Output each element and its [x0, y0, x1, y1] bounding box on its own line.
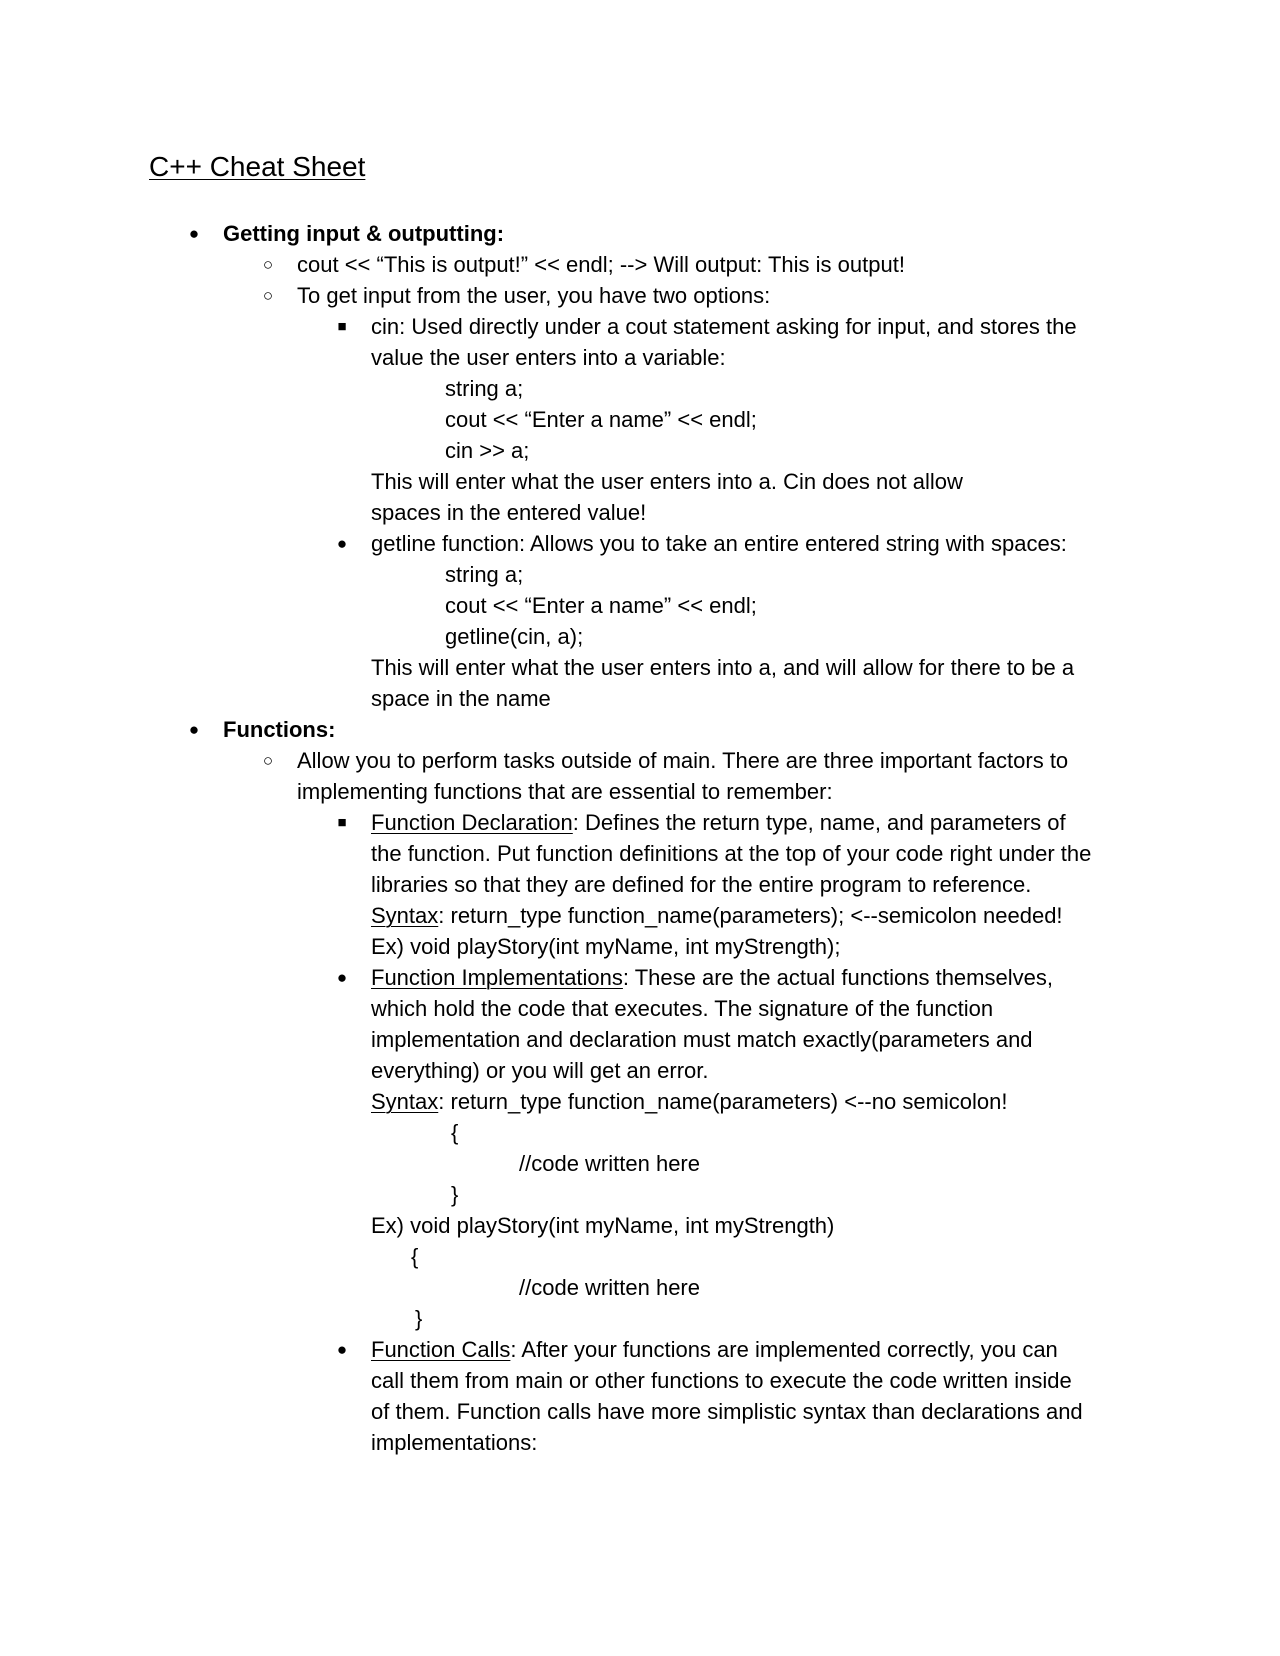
syntax-text: : return_type function_name(parameters) <--no semicolon!	[438, 1089, 1008, 1114]
disc-bullet-icon: ●	[188, 224, 200, 243]
syntax-text: : return_type function_name(parameters); <--semicolon needed!	[438, 903, 1063, 928]
implementation-line: implementation and declaration must match exactly(parameters and	[371, 1027, 1033, 1052]
section-heading-input-output: Getting input & outputting:	[223, 221, 505, 246]
declaration-text: : Defines the return type, name, and parameters of	[572, 810, 1066, 835]
square-bullet-icon: ■	[337, 814, 347, 831]
disc-bullet-icon: ●	[336, 968, 348, 987]
declaration-term: Function Declaration	[371, 810, 573, 835]
functions-intro-line: implementing functions that are essential to remember:	[297, 779, 833, 804]
code-line: getline(cin, a);	[445, 624, 584, 649]
declaration-line: the function. Put function definitions at the top of your code right under the	[371, 841, 1092, 866]
circle-bullet-icon: ○	[262, 286, 274, 305]
getline-note-line: space in the name	[371, 686, 551, 711]
code-comment-line: //code written here	[519, 1151, 700, 1176]
implementation-term: Function Implementations	[371, 965, 623, 990]
declaration-syntax-line	[371, 900, 1063, 931]
disc-bullet-icon: ●	[336, 534, 348, 553]
calls-line: of them. Function calls have more simplistic syntax than declarations and	[371, 1399, 1083, 1424]
page-title: C++ Cheat Sheet	[149, 151, 366, 182]
square-bullet-icon: ■	[337, 318, 347, 335]
implementation-example-line: Ex) void playStory(int myName, int myStrength)	[371, 1213, 835, 1238]
circle-bullet-icon: ○	[262, 751, 274, 770]
code-line: cin >> a;	[445, 438, 530, 463]
calls-line: implementations:	[371, 1430, 538, 1455]
cin-description-line: value the user enters into a variable:	[371, 345, 726, 370]
cout-example-line: cout << “This is output!” << endl; --> Will output: This is output!	[297, 252, 905, 277]
cin-description-line: cin: Used directly under a cout statement asking for input, and stores the	[371, 314, 1077, 339]
circle-bullet-icon: ○	[262, 255, 274, 274]
calls-term: Function Calls	[371, 1337, 511, 1362]
section-heading-functions: Functions:	[223, 717, 336, 742]
calls-line	[371, 1334, 1058, 1365]
declaration-line: libraries so that they are defined for the entire program to reference.	[371, 872, 1032, 897]
code-brace-close: }	[451, 1182, 459, 1207]
code-line: string a;	[445, 376, 524, 401]
getline-note-line: This will enter what the user enters into a, and will allow for there to be a	[371, 655, 1075, 680]
implementation-line: everything) or you will get an error.	[371, 1058, 709, 1083]
calls-text: : After your functions are implemented correctly, you can	[510, 1337, 1058, 1362]
code-brace-open: {	[451, 1120, 459, 1145]
input-options-line: To get input from the user, you have two options:	[297, 283, 771, 308]
code-line: string a;	[445, 562, 524, 587]
implementation-syntax-line	[371, 1086, 1007, 1117]
code-brace-close: }	[415, 1306, 423, 1331]
declaration-line	[371, 807, 1066, 838]
implementation-line	[371, 962, 1053, 993]
functions-intro-line: Allow you to perform tasks outside of main. There are three important factors to	[297, 748, 1069, 773]
syntax-label: Syntax	[371, 903, 439, 928]
disc-bullet-icon: ●	[188, 720, 200, 739]
syntax-label: Syntax	[371, 1089, 439, 1114]
code-line: cout << “Enter a name” << endl;	[445, 593, 757, 618]
cin-note-line: This will enter what the user enters into a. Cin does not allow	[371, 469, 963, 494]
disc-bullet-icon: ●	[336, 1340, 348, 1359]
implementation-text: : These are the actual functions themselves,	[622, 965, 1053, 990]
getline-description-line: getline function: Allows you to take an entire entered string with spaces:	[371, 531, 1067, 556]
code-comment-line: //code written here	[519, 1275, 700, 1300]
implementation-line: which hold the code that executes. The signature of the function	[371, 996, 994, 1021]
code-brace-open: {	[411, 1244, 419, 1269]
cin-note-line: spaces in the entered value!	[371, 500, 647, 525]
declaration-example-line: Ex) void playStory(int myName, int myStrength);	[371, 934, 841, 959]
code-line: cout << “Enter a name” << endl;	[445, 407, 757, 432]
calls-line: call them from main or other functions to execute the code written inside	[371, 1368, 1072, 1393]
